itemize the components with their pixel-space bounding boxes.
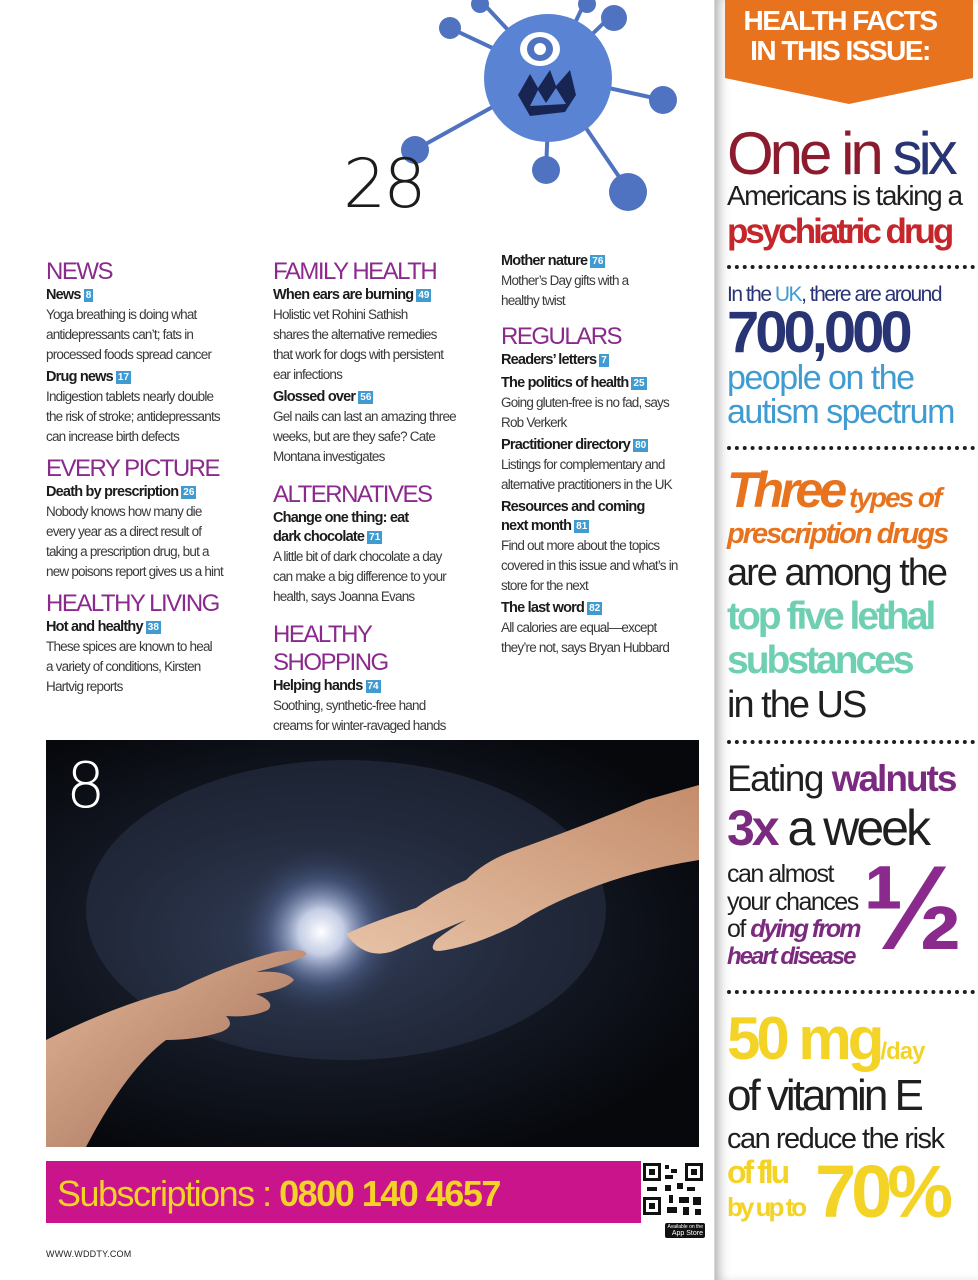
virus-illustration xyxy=(380,0,700,235)
fact4-line3: can almost xyxy=(727,860,833,888)
qr-code-icon xyxy=(641,1161,707,1217)
contents-entry[interactable] xyxy=(273,388,483,467)
entry-description-line: All calories are equal—except xyxy=(501,620,657,635)
entry-description-line: the risk of stroke; antidepressants xyxy=(46,409,220,424)
page-number-badge: 80 xyxy=(635,440,647,451)
page-number-badge: 56 xyxy=(360,392,372,403)
contents-entry[interactable] xyxy=(501,436,701,495)
section-title-every-picture: EVERY PICTURE xyxy=(46,455,220,482)
hero-image-hands xyxy=(46,740,699,1147)
fact4-walnuts: walnuts xyxy=(831,758,956,799)
section-title-alternatives: ALTERNATIVES xyxy=(273,481,432,508)
entry-title: Practitioner directory xyxy=(501,437,631,453)
contents-column-2 xyxy=(273,250,483,739)
entry-description-line: Going gluten-free is no fad, says xyxy=(501,395,669,410)
entry-description-line: can make a big difference to your xyxy=(273,569,446,584)
entry-description-line: processed foods spread cancer xyxy=(46,347,212,362)
fact2-line3: people on the xyxy=(727,359,914,397)
contents-entry[interactable] xyxy=(501,351,701,370)
fact5-line5: by up to xyxy=(727,1192,805,1222)
fact4-dying-from: dying from xyxy=(750,915,860,943)
section-title-healthy-shopping: HEALTHY SHOPPING xyxy=(273,621,388,676)
entry-description-line: can increase birth defects xyxy=(46,429,180,444)
contents-entry[interactable] xyxy=(273,286,483,385)
health-facts-sidebar xyxy=(714,0,978,1280)
entry-description-line: new poisons report gives us a hint xyxy=(46,564,223,579)
contents-entry[interactable] xyxy=(501,498,701,596)
entry-title: Helping hands xyxy=(273,678,363,694)
entry-description-line: Nobody knows how many die xyxy=(46,504,202,519)
page-number-badge: 26 xyxy=(183,487,195,498)
fact2-line4: autism spectrum xyxy=(727,393,954,431)
section-title-regulars: REGULARS xyxy=(501,323,622,350)
page-number-badge: 7 xyxy=(601,355,607,366)
entry-description-line: antidepressants can’t; fats in xyxy=(46,327,194,342)
divider xyxy=(727,990,975,994)
qr-code[interactable] xyxy=(641,1161,707,1241)
fact4-line1 xyxy=(727,757,955,801)
page-number-badge: 74 xyxy=(367,681,379,692)
entry-title-line-2: next month xyxy=(501,518,572,534)
fact3-line3: are among the xyxy=(727,552,947,594)
cover-page-number-hero: 8 xyxy=(66,749,106,822)
entry-description-line: that work for dogs with persistent xyxy=(273,347,444,362)
entry-description-line: they’re not, says Bryan Hubbard xyxy=(501,640,670,655)
fact5-line3: can reduce the risk xyxy=(727,1123,944,1155)
entry-title: Drug news xyxy=(46,369,113,385)
entry-title: Death by prescription xyxy=(46,484,179,500)
contents-column-1 xyxy=(46,250,256,700)
entry-description-line: Listings for complementary and xyxy=(501,457,665,472)
entry-title: News xyxy=(46,287,81,303)
fact5-line2: of vitamin E xyxy=(727,1071,921,1120)
entry-description-line: A little bit of dark chocolate a day xyxy=(273,549,442,564)
fact4-3x: 3x xyxy=(727,800,777,856)
entry-title: Hot and healthy xyxy=(46,619,143,635)
page-number-badge: 81 xyxy=(576,521,588,532)
entry-description-line: covered in this issue and what’s in xyxy=(501,558,678,573)
fact4-line6: heart disease xyxy=(727,943,855,970)
app-store-line1: Available on the xyxy=(667,1224,703,1230)
entry-title-line-2: dark chocolate xyxy=(273,529,365,545)
divider xyxy=(727,740,975,744)
page-number-badge: 49 xyxy=(418,290,430,301)
cover-page-number-top: 28 xyxy=(343,145,424,224)
entry-description-line: Holistic vet Rohini Sathish xyxy=(273,307,408,322)
contents-entry[interactable] xyxy=(273,677,483,736)
fact1-line3: psychiatric drug xyxy=(727,212,952,251)
entry-title: The last word xyxy=(501,600,585,616)
entry-description-line: Find out more about the topics xyxy=(501,538,660,553)
fact3-line4: top five lethal xyxy=(727,595,934,638)
fact2-number: 700,000 xyxy=(727,300,909,365)
section-title-family-health: FAMILY HEALTH xyxy=(273,258,437,285)
page-number-badge: 8 xyxy=(85,290,92,301)
banner-line: HEALTH FACTS xyxy=(743,5,937,36)
contents-entry[interactable] xyxy=(501,599,701,658)
app-store-badge[interactable] xyxy=(665,1223,705,1238)
fact3-line6: in the US xyxy=(727,684,866,726)
fact3-line5: substances xyxy=(727,639,912,682)
entry-title: Readers’ letters xyxy=(501,352,597,368)
entry-description-line: alternative practitioners in the UK xyxy=(501,477,672,492)
page-number-badge: 38 xyxy=(147,622,159,633)
fact2-uk: UK xyxy=(774,283,802,306)
fact5-per-day: /day xyxy=(880,1038,925,1065)
page-number-badge: 82 xyxy=(589,603,601,614)
entry-description-line: Montana investigates xyxy=(273,449,385,464)
entry-title: The politics of health xyxy=(501,375,629,391)
entry-description-line: store for the next xyxy=(501,578,588,593)
banner-line: IN THIS ISSUE: xyxy=(750,35,930,66)
entry-description-line: taking a prescription drug, but a xyxy=(46,544,209,559)
contents-entry[interactable] xyxy=(273,509,483,607)
entry-description-line: Soothing, synthetic-free hand xyxy=(273,698,426,713)
entry-description-line: health, says Joanna Evans xyxy=(273,589,415,604)
page-number-badge: 25 xyxy=(633,378,645,389)
fact2-around: , there are around xyxy=(801,283,942,306)
contents-column-3 xyxy=(501,250,701,661)
subscriptions-label: Subscriptions : xyxy=(57,1173,280,1214)
sidebar-banner-title xyxy=(727,6,953,66)
contents-entry[interactable] xyxy=(46,618,256,697)
page-number-badge: 17 xyxy=(117,372,130,383)
subscriptions-banner[interactable] xyxy=(46,1161,641,1223)
footer-website[interactable]: WWW.WDDTY.COM xyxy=(46,1249,132,1259)
entry-description-line: Mother’s Day gifts with a xyxy=(501,273,629,288)
fact5-70pct: 70% xyxy=(815,1150,949,1233)
entry-description-line: Indigestion tablets nearly double xyxy=(46,389,214,404)
app-store-line2: App Store xyxy=(671,1230,703,1237)
contents-entry[interactable] xyxy=(46,286,256,365)
entry-description-line: a variety of conditions, Kirsten xyxy=(46,659,201,674)
fact1-line1 xyxy=(727,122,954,186)
entry-title: Change one thing: eat xyxy=(273,510,409,526)
entry-description-line: These spices are known to heal xyxy=(46,639,212,654)
section-title-news: NEWS xyxy=(46,258,112,285)
entry-description-line: every year as a direct result of xyxy=(46,524,202,539)
fact4-eating: Eating xyxy=(727,758,832,799)
fact4-line4: your chances xyxy=(727,888,858,916)
contents-entry[interactable] xyxy=(46,368,256,447)
entry-description-line: healthy twist xyxy=(501,293,565,308)
hands-illustration xyxy=(46,740,699,1147)
entry-description-line: Hartvig reports xyxy=(46,679,123,694)
fact1-one-in: One in xyxy=(727,120,893,187)
contents-entry[interactable] xyxy=(501,252,701,311)
fact1-six: six xyxy=(892,120,954,187)
entry-title: Mother nature xyxy=(501,253,588,269)
fact3-types-of: types of xyxy=(843,482,941,513)
fact3-three: Three xyxy=(727,462,844,518)
fact4-a-week: a week xyxy=(776,800,928,856)
page-number-badge: 76 xyxy=(592,256,604,267)
fact2-in-the: In the xyxy=(727,283,775,306)
contents-entry[interactable] xyxy=(501,374,701,433)
subscriptions-phone[interactable]: 0800 140 4657 xyxy=(279,1173,500,1214)
entry-title: Glossed over xyxy=(273,389,356,405)
fact4-half: ½ xyxy=(863,841,960,975)
fact4-line5 xyxy=(727,915,859,943)
divider xyxy=(727,446,975,450)
entry-description-line: shares the alternative remedies xyxy=(273,327,437,342)
entry-description-line: creams for winter-ravaged hands xyxy=(273,718,446,733)
fact4-of: of xyxy=(727,915,751,943)
entry-description-line: Gel nails can last an amazing three xyxy=(273,409,456,424)
fact5-line4: of flu xyxy=(727,1154,788,1190)
fact5-50mg: 50 mg xyxy=(727,1005,881,1072)
page-number-badge: 71 xyxy=(369,532,381,543)
entry-description-line: weeks, but are they safe? Cate xyxy=(273,429,436,444)
fact1-line2: Americans is taking a xyxy=(727,180,962,211)
entry-title: When ears are burning xyxy=(273,287,414,303)
entry-title: Resources and coming xyxy=(501,499,645,515)
entry-description-line: Rob Verkerk xyxy=(501,415,567,430)
contents-entry[interactable] xyxy=(46,483,256,582)
entry-description-line: ear infections xyxy=(273,367,343,382)
entry-description-line: Yoga breathing is doing what xyxy=(46,307,197,322)
divider xyxy=(727,265,975,269)
section-title-healthy-living: HEALTHY LIVING xyxy=(46,590,219,617)
fact3-line2: prescription drugs xyxy=(727,518,948,550)
